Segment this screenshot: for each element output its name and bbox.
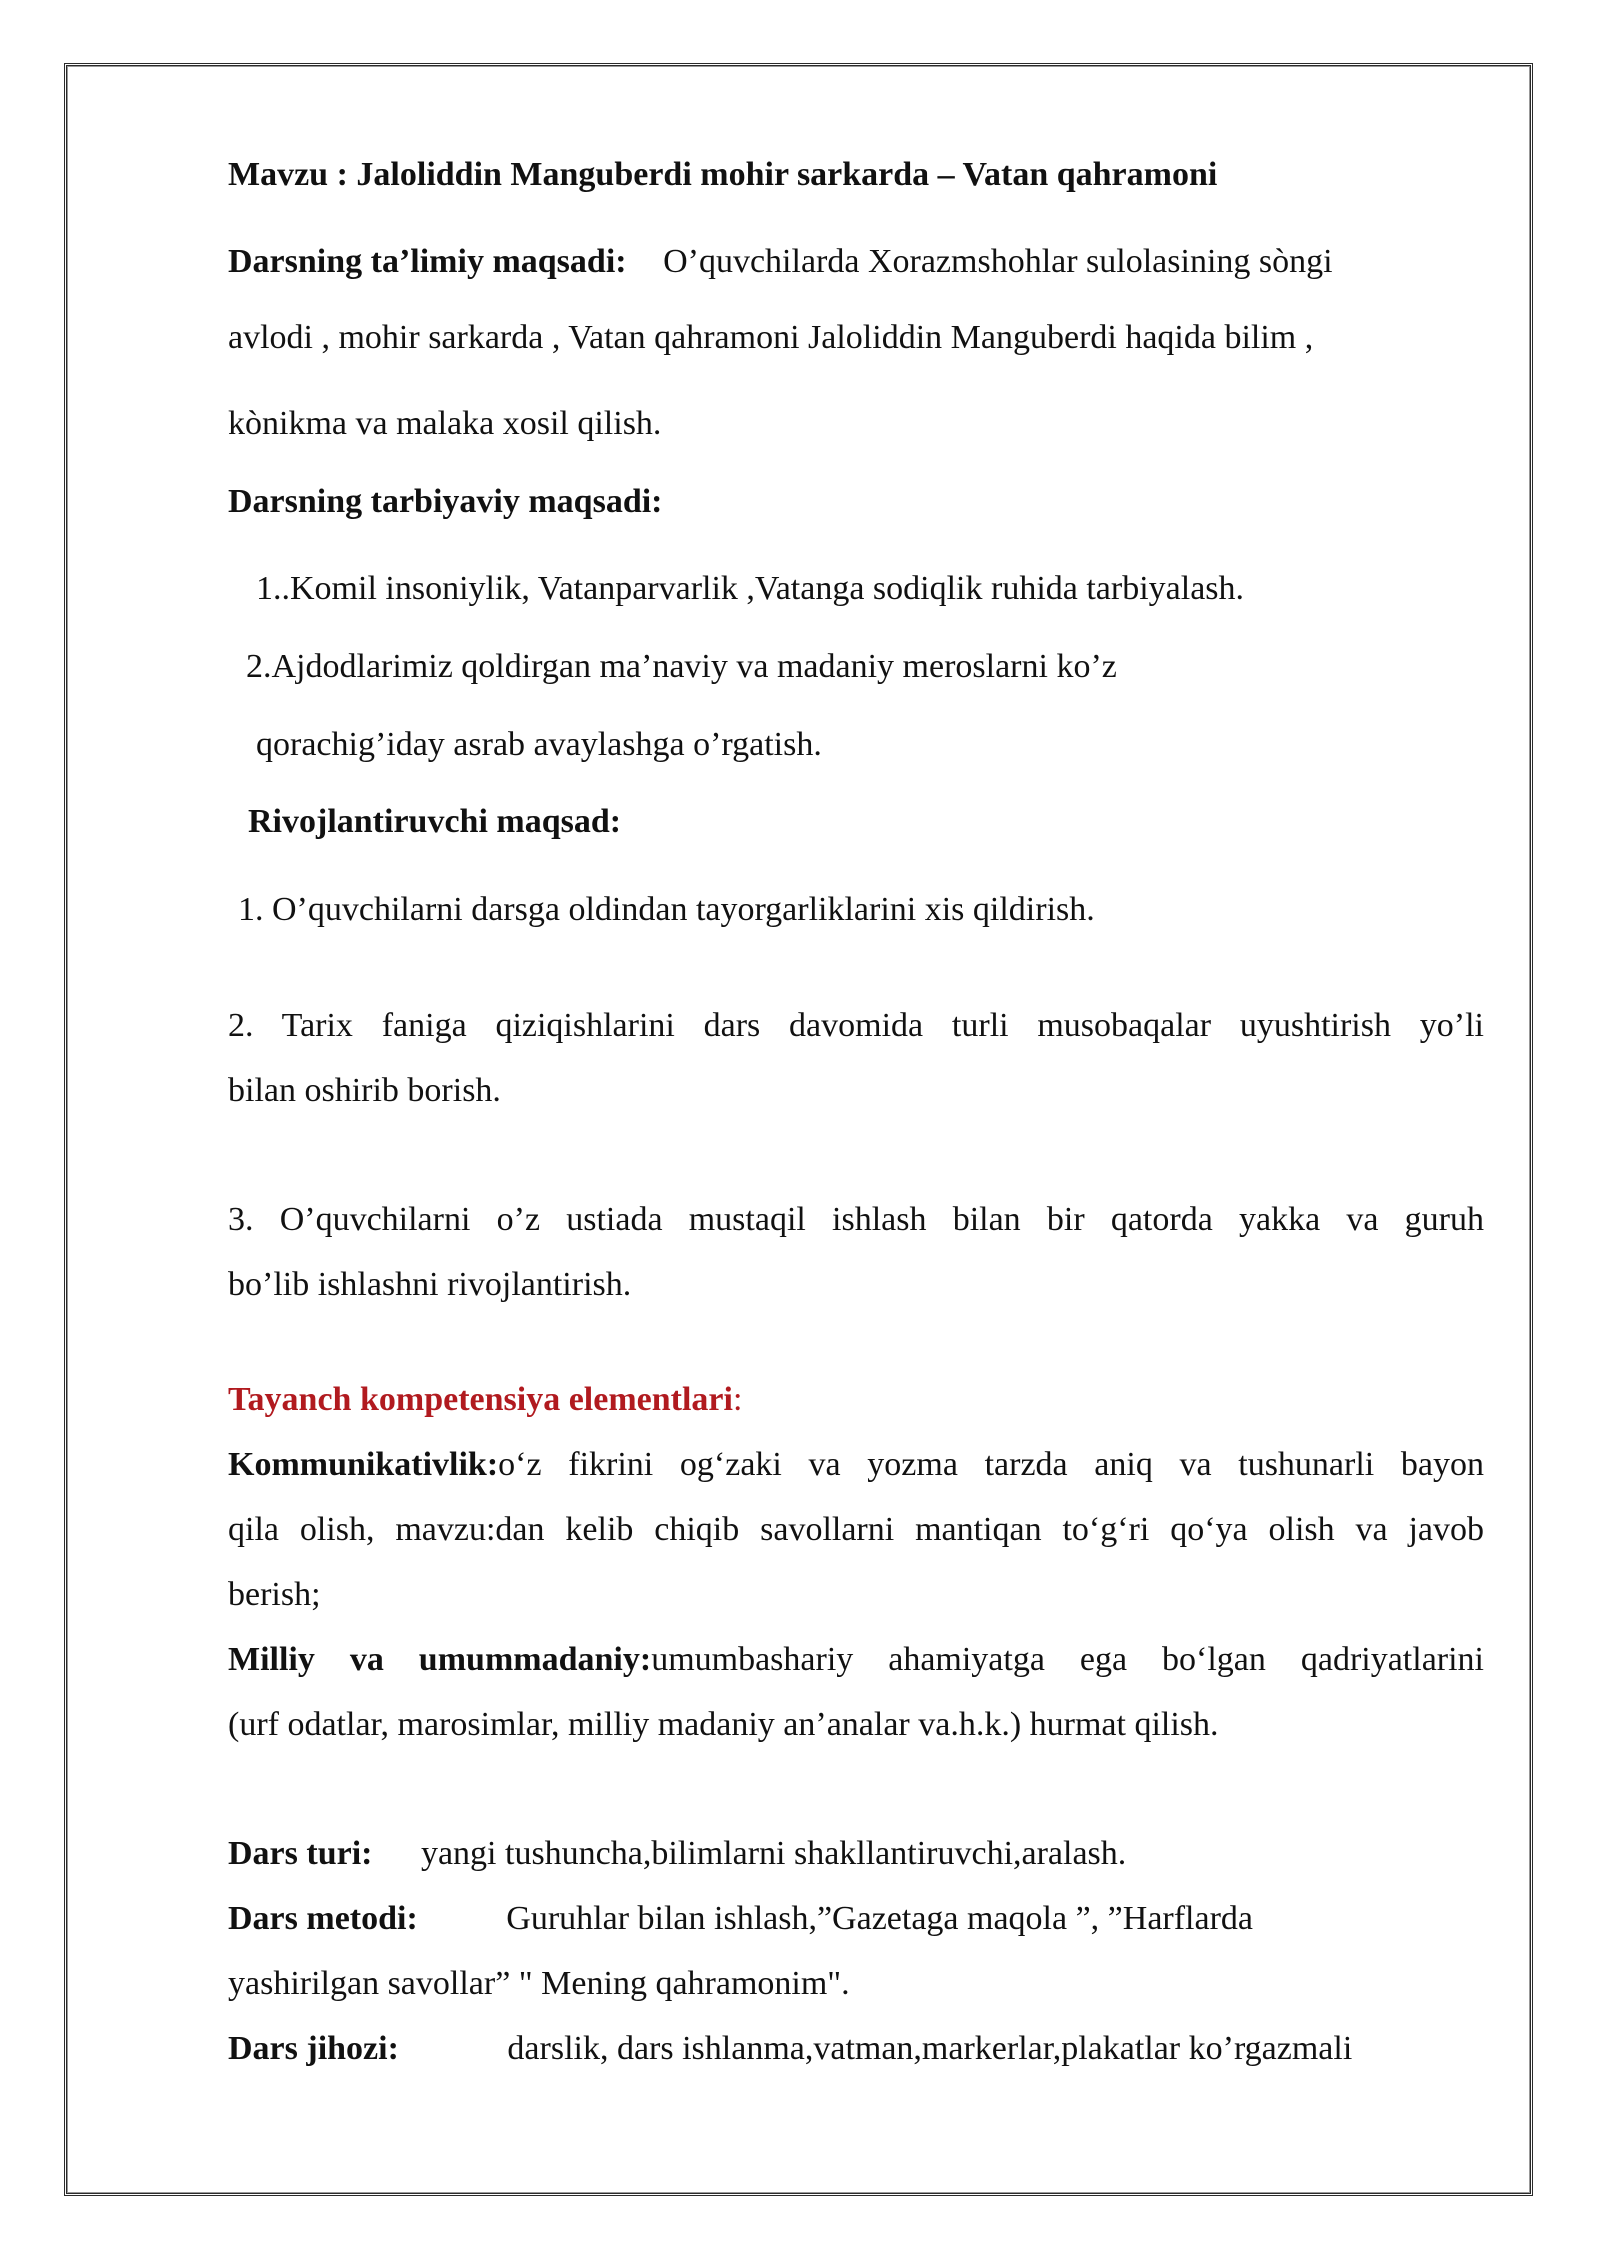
topic-text: Jaloliddin Manguberdi mohir sarkarda – Vatan qahramoni <box>356 156 1218 193</box>
topic-label: Mavzu : <box>228 156 348 193</box>
lesson-method-line1 <box>228 1899 1253 1939</box>
competencies-heading-colon: : <box>732 1381 743 1418</box>
communicative-line1 <box>228 1445 1484 1485</box>
developing-goal-label: Rivojlantiruvchi maqsad: <box>248 803 622 840</box>
lesson-equipment-label: Dars jihozi: <box>228 2030 399 2067</box>
competencies-heading: Tayanch kompetensiya elementlari <box>228 1381 733 1418</box>
developing-goal-item3-line1: 3. O’quvchilarni o’z ustiada mustaqil ishlash bilan bir qatorda yakka va guruh <box>228 1201 1484 1238</box>
national-line2: (urf odatlar, marosimlar, milliy madaniy an’analar va.h.k.) hurmat qilish. <box>228 1706 1219 1743</box>
developing-goal-item2-line2: bilan oshirib borish. <box>228 1072 501 1109</box>
lesson-type-line <box>228 1834 1126 1874</box>
upbringing-goal-item2-line2: qorachig’iday asrab avaylashga o’rgatish. <box>256 726 822 763</box>
communicative-line2: qila olish, mavzu:dan kelib chiqib savollarni mantiqan to‘g‘ri qo‘ya olish va javob <box>228 1511 1484 1548</box>
communicative-text1: o‘z fikrini og‘zaki va yozma tarzda aniq va tushunarli bayon <box>498 1446 1484 1483</box>
communicative-line3: berish; <box>228 1576 321 1613</box>
lesson-type-value: yangi tushuncha,bilimlarni shakllantiruvchi,aralash. <box>420 1835 1127 1872</box>
educational-goal-line2: avlodi , mohir sarkarda , Vatan qahramoni Jaloliddin Manguberdi haqida bilim , <box>228 319 1314 356</box>
lesson-method-line2: yashirilgan savollar” " Mening qahramonim". <box>228 1965 850 2002</box>
educational-goal-label: Darsning ta’limiy maqsadi: <box>228 243 627 280</box>
educational-goal-line3: kònikma va malaka xosil qilish. <box>228 405 662 442</box>
lesson-type-label: Dars turi: <box>228 1835 373 1872</box>
lesson-equipment-value: darslik, dars ishlanma,vatman,markerlar,plakatlar ko’rgazmali <box>507 2030 1353 2067</box>
developing-goal-item1: 1. O’quvchilarni darsga oldindan tayorgarliklarini xis qildirish. <box>238 891 1095 928</box>
developing-goal-item3-line2: bo’lib ishlashni rivojlantirish. <box>228 1266 632 1303</box>
national-text1: umumbashariy ahamiyatga ega bo‘lgan qadriyatlarini <box>651 1641 1485 1678</box>
topic-line <box>228 155 1217 195</box>
national-line1 <box>228 1640 1484 1680</box>
developing-goal-item2-line1: 2. Tarix faniga qiziqishlarini dars davomida turli musobaqalar uyushtirish yo’li <box>228 1007 1484 1044</box>
page-border <box>64 63 1533 2196</box>
educational-goal-text1: O’quvchilarda Xorazmshohlar sulolasining sòngi <box>663 243 1333 280</box>
upbringing-goal-item1: 1..Komil insoniylik, Vatanparvarlik ,Vatanga sodiqlik ruhida tarbiyalash. <box>256 570 1245 607</box>
lesson-method-text1: Guruhlar bilan ishlash,”Gazetaga maqola ”, ”Harflarda <box>506 1900 1254 1937</box>
educational-goal-line1 <box>228 242 1333 282</box>
communicative-label: Kommunikativlik: <box>228 1446 499 1483</box>
competencies-heading-line <box>228 1380 742 1420</box>
upbringing-goal-label: Darsning tarbiyaviy maqsadi: <box>228 483 663 520</box>
lesson-method-label: Dars metodi: <box>228 1900 418 1937</box>
national-label: Milliy va umummadaniy: <box>228 1641 652 1678</box>
lesson-equipment-line <box>228 2029 1352 2069</box>
upbringing-goal-item2-line1: 2.Ajdodlarimiz qoldirgan ma’naviy va madaniy meroslarni ko’z <box>246 648 1117 685</box>
